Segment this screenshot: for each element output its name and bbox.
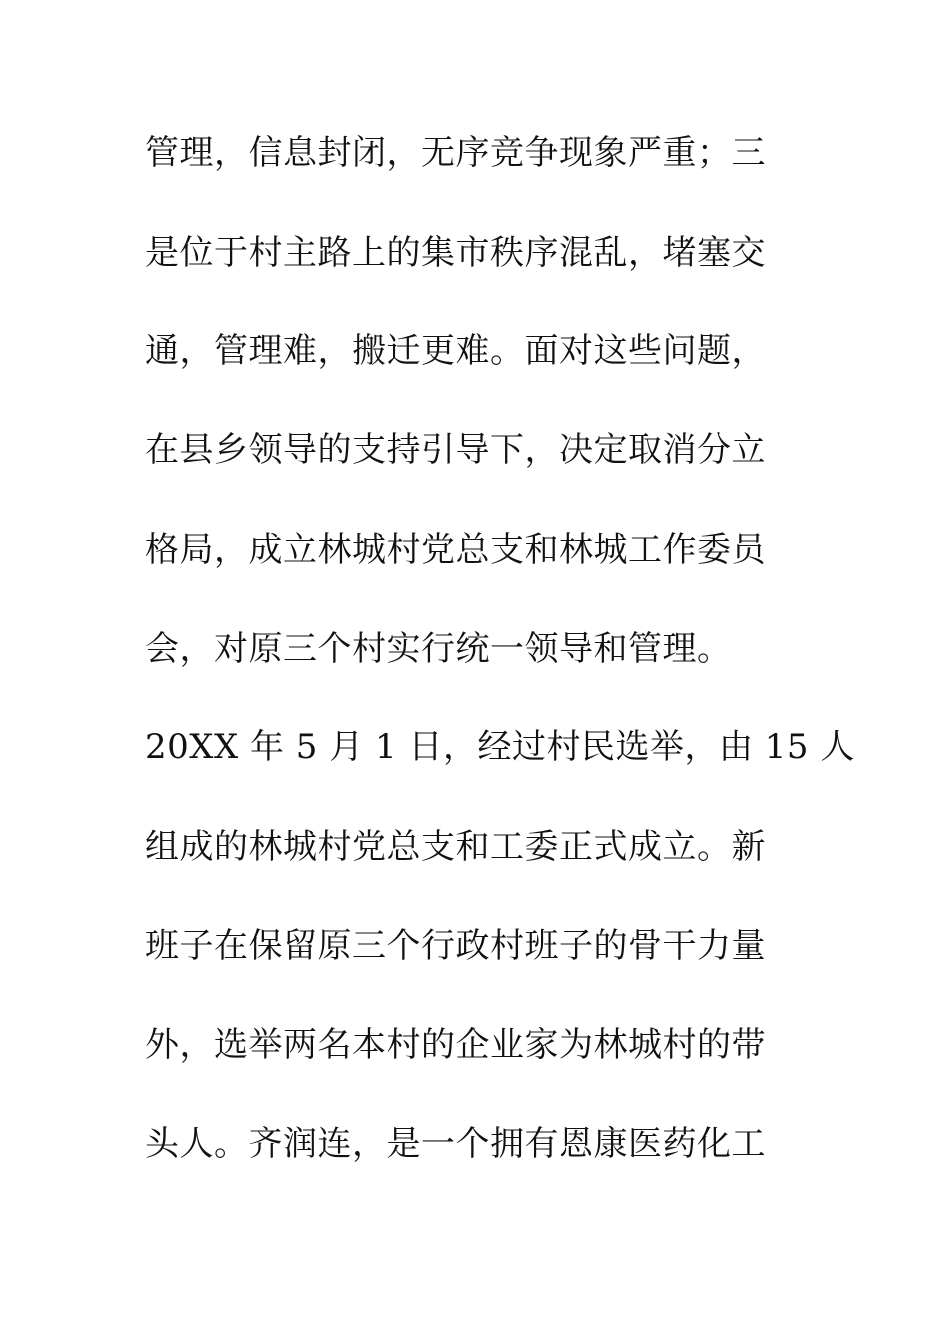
- text-line: 是位于村主路上的集市秩序混乱，堵塞交: [145, 233, 766, 273]
- text-line: 头人。齐润连，是一个拥有恩康医药化工: [145, 1124, 766, 1164]
- text-line: 会，对原三个村实行统一领导和管理。: [145, 629, 732, 669]
- text-line: 20XX 年 5 月 1 日，经过村民选举，由 15 人: [145, 727, 855, 767]
- text-line: 格局，成立林城村党总支和林城工作委员: [145, 530, 766, 570]
- text-line: 组成的林城村党总支和工委正式成立。新: [145, 827, 766, 867]
- text-line: 外，选举两名本村的企业家为林城村的带: [145, 1025, 766, 1065]
- text-line: 通，管理难，搬迁更难。面对这些问题，: [145, 331, 766, 371]
- text-line: 在县乡领导的支持引导下，决定取消分立: [145, 430, 766, 470]
- text-line: 管理，信息封闭，无序竞争现象严重；三: [145, 133, 766, 173]
- text-line: 班子在保留原三个行政村班子的骨干力量: [145, 926, 766, 966]
